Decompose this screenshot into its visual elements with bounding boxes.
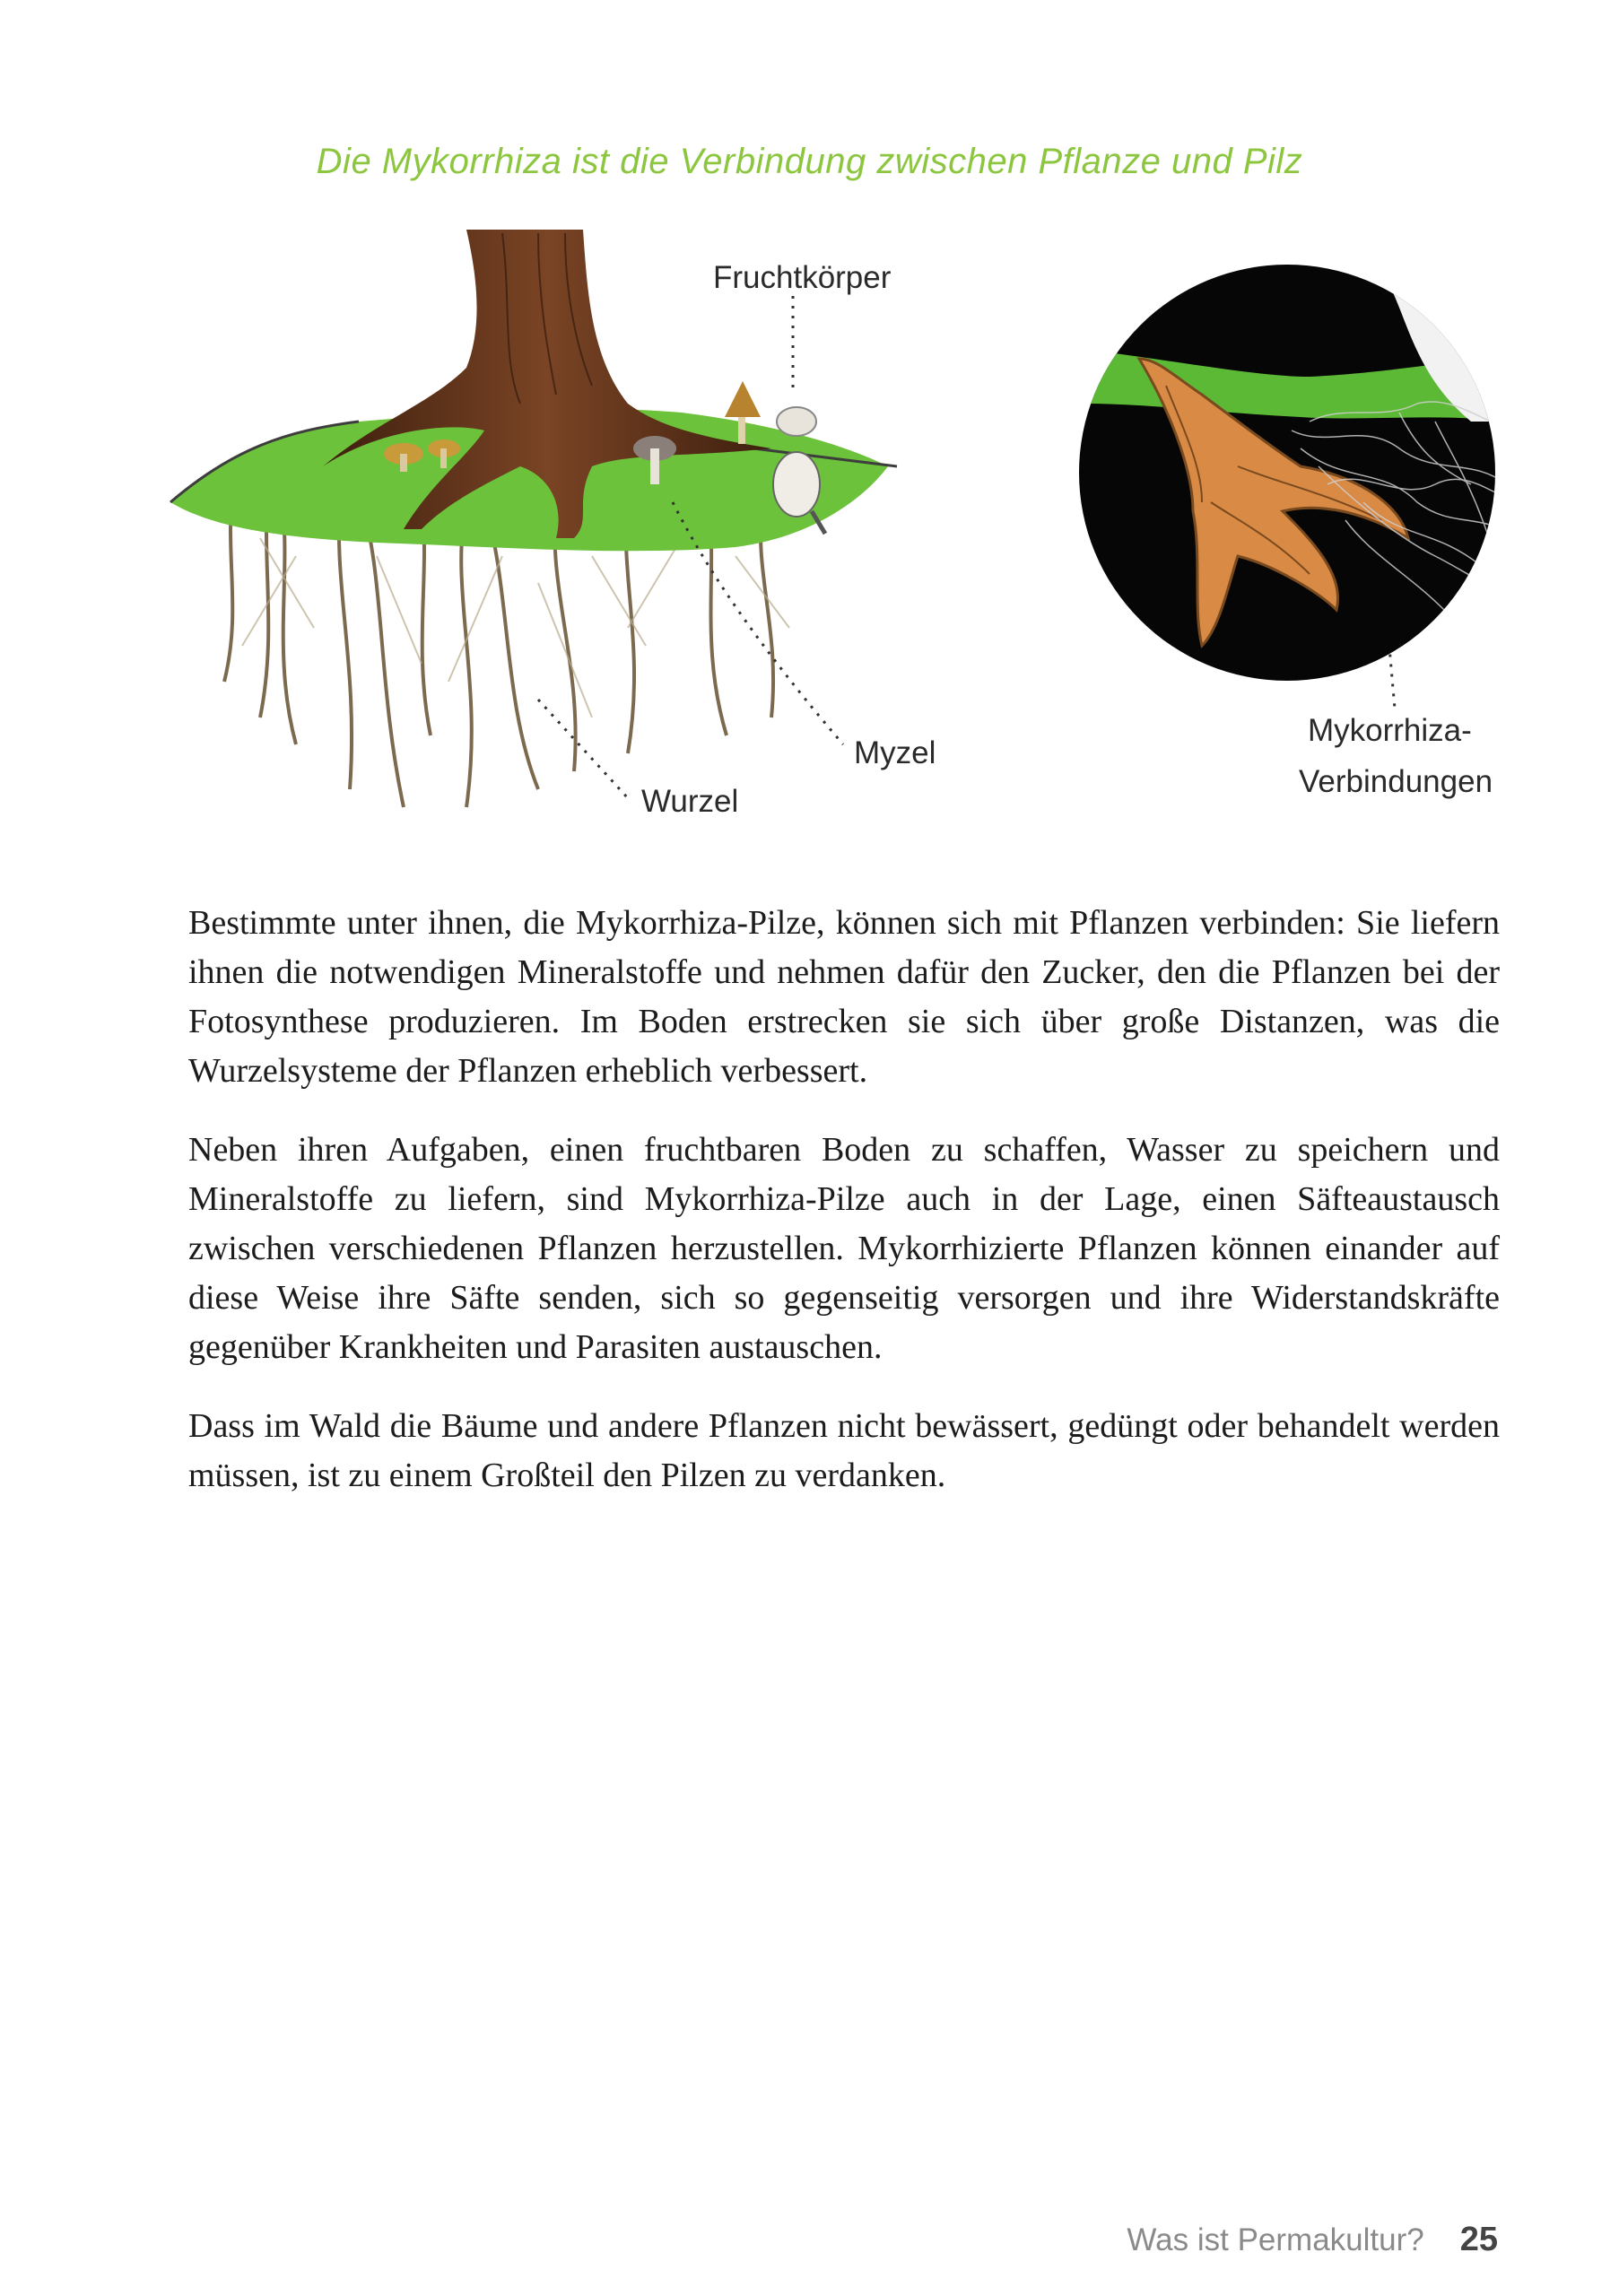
- label-mykorrhiza-line1: Mykorrhiza-: [1308, 713, 1472, 748]
- label-mykorrhiza-line2: Verbindungen: [1299, 764, 1493, 799]
- page-number: 25: [1459, 2221, 1498, 2258]
- paragraph: Dass im Wald die Bäume und andere Pflanzen nicht bewässert, gedüngt oder behandelt werden müssen, ist zu einem Großteil den Pilzen zu verdanken.: [188, 1407, 1500, 1494]
- body-text: [188, 899, 1500, 1530]
- label-myzel: Myzel: [854, 735, 936, 770]
- paragraph: Neben ihren Aufgaben, einen fruchtbaren Boden zu schaffen, Wasser zu speichern und Mineralstoffe zu liefern, sind Mykorrhiza-Pilze auch in der Lage, einen Säfteaustausch zwischen verschiedenen Pflanzen herzustellen. Mykorrhizierte Pflanzen können einander auf diese Weise ihre Säfte senden, sich so gegenseitig versorgen und ihre Widerstandskräfte gegenüber Krankheiten und Parasiten austauschen.: [188, 1131, 1500, 1366]
- page-footer: [1127, 2221, 1498, 2259]
- figure-title: Die Mykorrhiza ist die Verbindung zwischen Pflanze und Pilz: [316, 142, 1303, 181]
- paragraph: Bestimmte unter ihnen, die Mykorrhiza-Pilze, können sich mit Pflanzen verbinden: Sie liefern ihnen die notwendigen Mineralstoffe und nehmen dafür den Zucker, den die Pflanzen bei der Fotosynthese produzieren. Im Boden erstrecken sie sich über große Distanzen, was die Wurzelsysteme der Pflanzen erheblich verbessert.: [188, 904, 1500, 1090]
- footer-section-title: Was ist Permakultur?: [1127, 2222, 1424, 2257]
- label-fruchtkoerper: Fruchtkörper: [713, 260, 892, 295]
- label-wurzel: Wurzel: [641, 784, 739, 819]
